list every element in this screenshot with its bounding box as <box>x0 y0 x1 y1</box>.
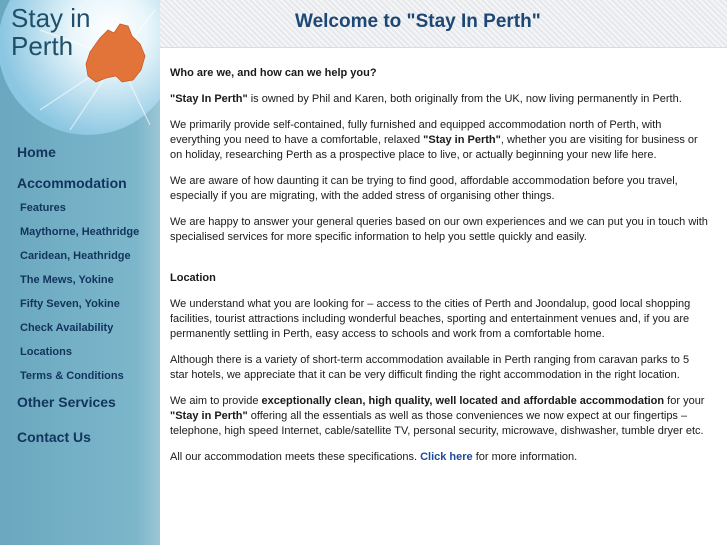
logo-title-line1: Stay in <box>11 3 91 33</box>
nav-features[interactable]: Features <box>20 202 66 214</box>
nav-home[interactable]: Home <box>17 144 56 160</box>
nav-the-mews[interactable]: The Mews, Yokine <box>20 274 114 286</box>
page-title: Welcome to "Stay In Perth" <box>295 11 541 32</box>
aim-paragraph <box>170 394 710 439</box>
page-header <box>160 0 727 48</box>
intro-text: is owned by Phil and Karen, both originally from the UK, now living permanently in Perth. <box>247 93 682 105</box>
nav-check-availability[interactable]: Check Availability <box>20 322 114 334</box>
accommodation-paragraph <box>170 118 710 163</box>
accommodation-text-b: , whether you are visiting for business or on holiday, researching Perth as a prospective place to live, or actually beginning your new life here. <box>170 134 698 161</box>
nav-caridean[interactable]: Caridean, Heathridge <box>20 250 131 262</box>
nav-fifty-seven[interactable]: Fifty Seven, Yokine <box>20 298 120 310</box>
heading-who-are-we: Who are we, and how can we help you? <box>170 67 377 79</box>
specifications-text: All our accommodation meets these specifications. <box>170 451 421 463</box>
intro-paragraph <box>170 92 710 107</box>
nav-locations[interactable]: Locations <box>20 346 72 358</box>
aim-highlight: exceptionally clean, high quality, well located and affordable accommodation <box>261 395 665 407</box>
aim-text-a: We aim to provide <box>170 395 262 407</box>
brand-name: "Stay in Perth" <box>423 134 501 146</box>
queries-paragraph: We are happy to answer your general queries based on our own experiences and we can put you in touch with specialised services for more specific information to help you settle quickly and easily. <box>170 216 708 243</box>
aim-text-c: offering all the essentials as well as those conveniences we now expect at our fingertips – telephone, high speed Internet, cable/satellite TV, personal security, microwave, dishwasher, tumble dryer etc. <box>170 410 704 437</box>
specifications-text-end: for more information. <box>472 451 578 463</box>
brand-name: "Stay in Perth" <box>170 410 248 422</box>
accommodation-text-a: We primarily provide self-contained, fully furnished and equipped accommodation north of Perth, with everything you need to have a comfortable, relaxed <box>170 119 662 146</box>
nav-terms[interactable]: Terms & Conditions <box>20 370 124 382</box>
nav-other-services[interactable]: Other Services <box>17 394 116 410</box>
aim-text-b: for your <box>664 395 705 407</box>
heading-location: Location <box>170 272 216 284</box>
click-here-link[interactable]: Click here <box>420 451 473 463</box>
main-content <box>170 66 710 476</box>
logo[interactable] <box>0 0 160 135</box>
daunting-paragraph: We are aware of how daunting it can be trying to find good, affordable accommodation before you travel, especially if you are migrating, with the added stress of organising other things. <box>170 175 678 202</box>
sidebar-nav <box>0 138 160 445</box>
logo-title <box>11 4 111 60</box>
variety-paragraph: Although there is a variety of short-term accommodation available in Perth ranging from caravan parks to 5 star hotels, we appreciate that it can be very difficult finding the right accommodation in the right location. <box>170 354 690 381</box>
location-paragraph: We understand what you are looking for – access to the cities of Perth and Joondalup, good local shopping facilities, tourist attractions including wonderful beaches, sporting and entertainment venues and, if you are permanently settling in Perth, easy access to schools and work from a comfortable home. <box>170 298 691 340</box>
nav-contact-us[interactable]: Contact Us <box>17 429 91 445</box>
nav-accommodation[interactable]: Accommodation <box>17 175 127 191</box>
nav-maythorne[interactable]: Maythorne, Heathridge <box>20 226 140 238</box>
specifications-paragraph <box>170 450 710 465</box>
sidebar <box>0 0 160 545</box>
logo-title-line2: Perth <box>11 31 74 61</box>
brand-name: "Stay In Perth" <box>170 93 248 105</box>
